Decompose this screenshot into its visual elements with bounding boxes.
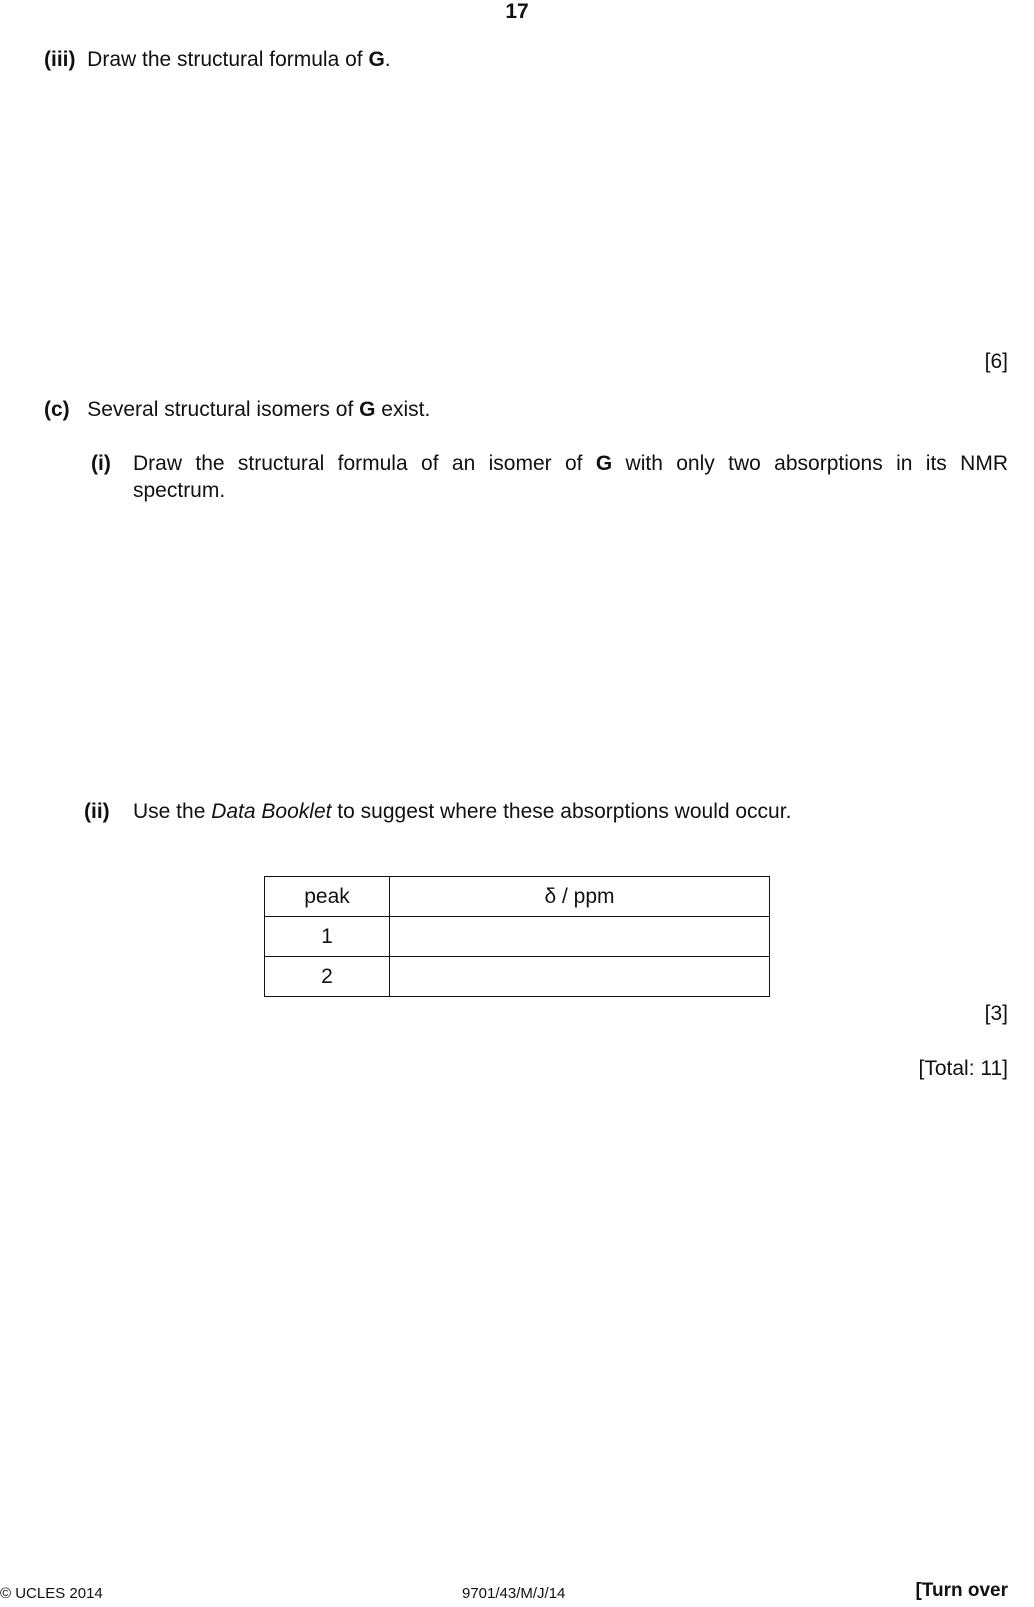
- question-text-end: exist.: [375, 398, 431, 421]
- question-text: Draw the structural formula of: [87, 48, 369, 71]
- table-row: [265, 957, 770, 997]
- question-text-end: with only two absorptions in its NMR: [612, 452, 1008, 475]
- question-text-end: .: [384, 48, 391, 71]
- question-text: Draw the structural formula of an isomer of: [133, 452, 596, 475]
- nmr-table: [264, 876, 770, 997]
- question-c-i-line2: spectrum.: [133, 479, 226, 502]
- question-text: Several structural isomers of: [87, 398, 360, 421]
- page-number: 17: [505, 0, 529, 23]
- peak-number: 2: [265, 957, 390, 997]
- marks-ii: [3]: [984, 1002, 1008, 1025]
- footer-code: 9701/43/M/J/14: [462, 1585, 566, 1602]
- header-peak: peak: [265, 877, 390, 917]
- question-c-i-label: (i): [91, 452, 111, 475]
- compound-g: G: [359, 398, 376, 421]
- table-header-row: [265, 877, 770, 917]
- question-iii: [44, 48, 391, 72]
- question-label: (c): [44, 398, 70, 421]
- compound-g: G: [595, 452, 613, 475]
- question-label: (iii): [44, 48, 76, 71]
- question-c-i-line1: [133, 452, 1008, 476]
- footer-copyright: © UCLES 2014: [0, 1585, 103, 1602]
- header-delta-ppm: δ / ppm: [390, 877, 770, 917]
- data-booklet-title: Data Booklet: [211, 800, 332, 823]
- total-marks: [Total: 11]: [918, 1057, 1008, 1080]
- question-c: [44, 398, 430, 422]
- answer-cell[interactable]: [390, 957, 770, 997]
- question-text-end: to suggest where these absorptions would occur.: [331, 800, 792, 823]
- question-text: Use the: [133, 800, 212, 823]
- marks-iii: [6]: [984, 350, 1008, 373]
- compound-g: G: [368, 48, 385, 71]
- question-c-ii-text: [133, 800, 791, 824]
- table-row: [265, 917, 770, 957]
- turn-over: [Turn over: [915, 1580, 1008, 1601]
- answer-cell[interactable]: [390, 917, 770, 957]
- question-c-ii-label: (ii): [84, 800, 110, 823]
- peak-number: 1: [265, 917, 390, 957]
